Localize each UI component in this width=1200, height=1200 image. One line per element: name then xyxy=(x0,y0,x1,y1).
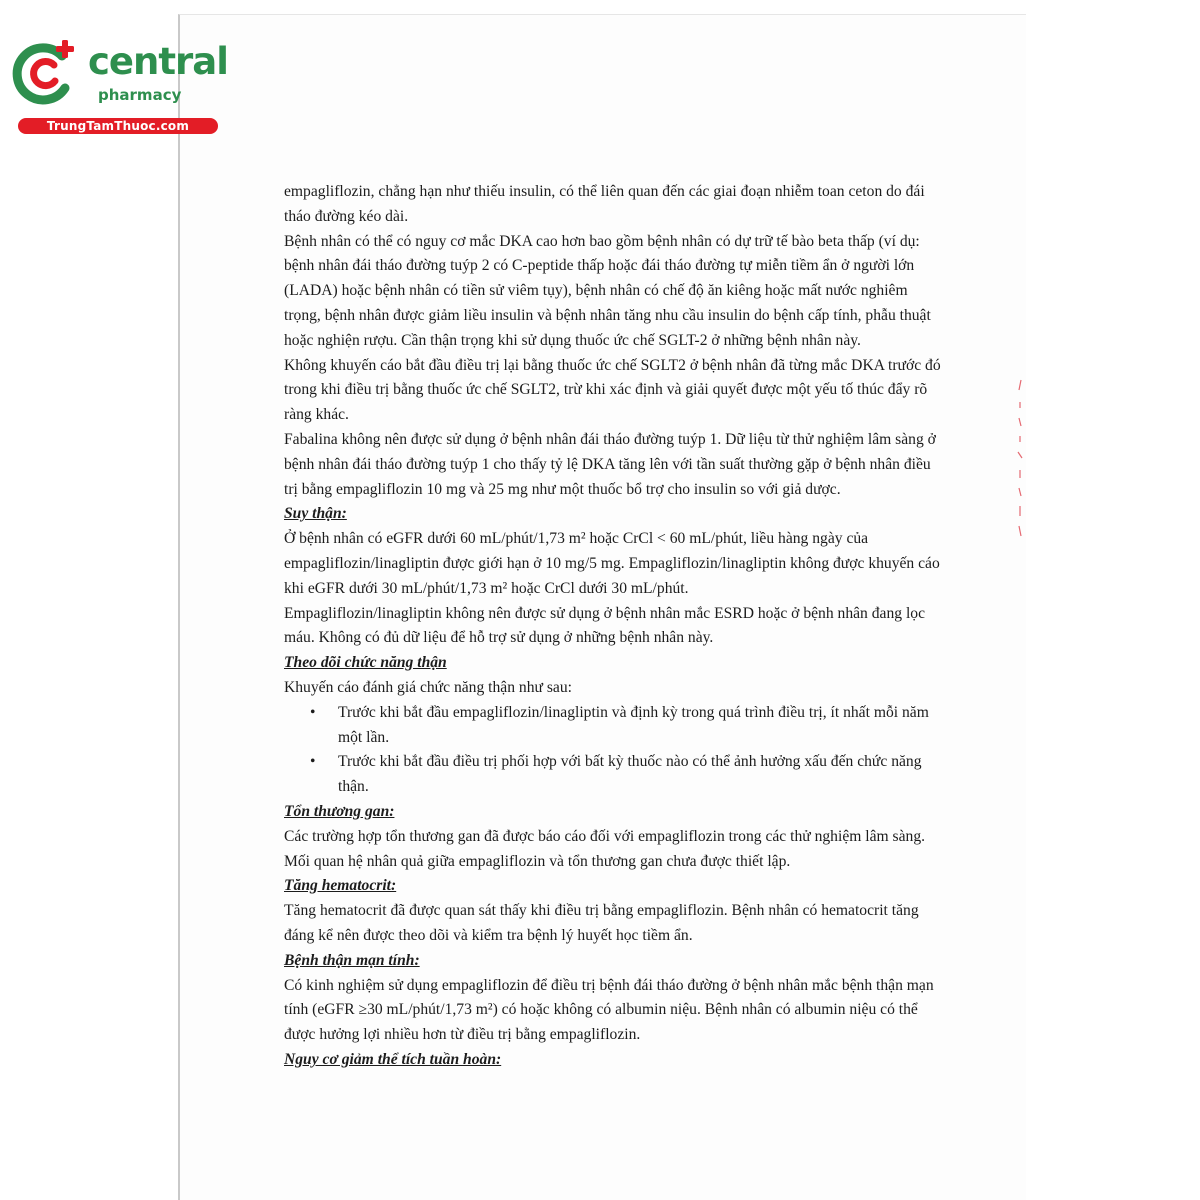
hematocrit-heading: Tăng hematocrit: xyxy=(284,877,397,895)
type1-diabetes-paragraph: Fabalina không nên được sử dụng ở bệnh nhân đái tháo đường tuýp 1. Dữ liệu từ thử nghiệm lâm sàng ở bệnh nhân đái tháo đường tuýp 1 cho thấy tỷ lệ DKA tăng lên với tần suất thường gặp ở bệnh nhân điều trị bằng empagliflozin 10 mg và 25 mg như một thuốc bổ trợ cho insulin so với giả dược. xyxy=(284,430,936,498)
brand-website: TrungTamThuoc.com xyxy=(18,118,218,134)
list-item xyxy=(310,750,944,800)
liver-paragraph: Các trường hợp tổn thương gan đã được báo cáo đối với empagliflozin trong các thử nghiệm lâm sàng. Mối quan hệ nhân quả giữa empagliflozin và tổn thương gan chưa được thiết lập. xyxy=(284,827,926,870)
pharmacy-logo-icon xyxy=(10,38,80,108)
dka-risk-paragraph: Bệnh nhân có thể có nguy cơ mắc DKA cao hơn bao gồm bệnh nhân có dự trữ tế bào beta thấp (ví dụ: bệnh nhân đái tháo đường tuýp 2 có C-peptide thấp hoặc đái tháo đường tự miễn tiềm ẩn ở người lớn (LADA) hoặc bệnh nhân có tiền sử viêm tụy), bệnh nhân có chế độ ăn kiêng hoặc mất nước nghiêm trọng, bệnh nhân được giảm liều insulin và bệnh nhân tăng nhu cầu insulin do bệnh cấp tính, phẫu thuật hoặc nghiện rượu. Cần thận trọng khi sử dụng thuốc ức chế SGLT-2 ở những bệnh nhân này. xyxy=(284,232,931,349)
monitoring-intro: Khuyến cáo đánh giá chức năng thận như sau: xyxy=(284,678,572,696)
ckd-heading: Bệnh thận mạn tính: xyxy=(284,951,420,969)
renal-heading: Suy thận: xyxy=(284,505,347,523)
brand-subtitle: pharmacy xyxy=(98,86,182,104)
renal-paragraph-1: Ở bệnh nhân có eGFR dưới 60 mL/phút/1,73 m² hoặc CrCl < 60 mL/phút, liều hàng ngày của empagliflozin/linagliptin được giới hạn ở 10 mg/5 mg. Empagliflozin/linagliptin không được khuyến cáo khi eGFR dưới 30 mL/phút/1,73 m² hoặc CrCl dưới 30 mL/phút. xyxy=(284,530,940,597)
dka-restart-paragraph: Không khuyến cáo bắt đầu điều trị lại bằng thuốc ức chế SGLT2 ở bệnh nhân đã từng mắc DKA trước đó trong khi điều trị bằng thuốc ức chế SGLT2, trừ khi xác định và giải quyết được một yếu tố thúc đẩy rõ ràng khác. xyxy=(284,356,941,424)
bullet-glyph: • xyxy=(310,753,316,771)
ckd-paragraph: Có kinh nghiệm sử dụng empagliflozin để điều trị bệnh đái tháo đường ở bệnh nhân mắc bệnh thận mạn tính (eGFR ≥30 mL/phút/1,73 m²) có hoặc không có albumin niệu. Bệnh nhân có albumin niệu có thể được hưởng lợi nhiều hơn từ điều trị bằng empagliflozin. xyxy=(284,976,934,1044)
bullet-glyph: • xyxy=(310,703,316,721)
brand-name: central xyxy=(88,40,228,83)
continuation-paragraph: empagliflozin, chẳng hạn như thiếu insulin, có thể liên quan đến các giai đoạn nhiễm toan ceton do đái tháo đường kéo dài. xyxy=(284,183,925,225)
red-margin-stamp-icon xyxy=(1014,378,1026,538)
monitoring-heading: Theo dõi chức năng thận xyxy=(284,654,447,672)
monitoring-list xyxy=(284,701,944,800)
central-pharmacy-logo xyxy=(10,38,228,138)
list-item-text: Trước khi bắt đầu điều trị phối hợp với bất kỳ thuốc nào có thể ảnh hưởng xấu đến chức năng thận. xyxy=(338,753,922,796)
list-item xyxy=(310,701,944,751)
hematocrit-paragraph: Tăng hematocrit đã được quan sát thấy khi điều trị bằng empagliflozin. Bệnh nhân có hematocrit tăng đáng kể nên được theo dõi và kiểm tra bệnh lý huyết học tiềm ẩn. xyxy=(284,902,919,944)
volume-depletion-heading: Nguy cơ giảm thể tích tuần hoàn: xyxy=(284,1050,502,1068)
liver-heading: Tổn thương gan: xyxy=(284,802,395,820)
renal-paragraph-2: Empagliflozin/linagliptin không nên được sử dụng ở bệnh nhân mắc ESRD hoặc ở bệnh nhân đang lọc máu. Không có đủ dữ liệu để hỗ trợ sử dụng ở những bệnh nhân này. xyxy=(284,604,926,647)
list-item-text: Trước khi bắt đầu empagliflozin/linagliptin và định kỳ trong quá trình điều trị, ít nhất mỗi năm một lần. xyxy=(338,703,929,746)
document-body xyxy=(284,180,944,1073)
